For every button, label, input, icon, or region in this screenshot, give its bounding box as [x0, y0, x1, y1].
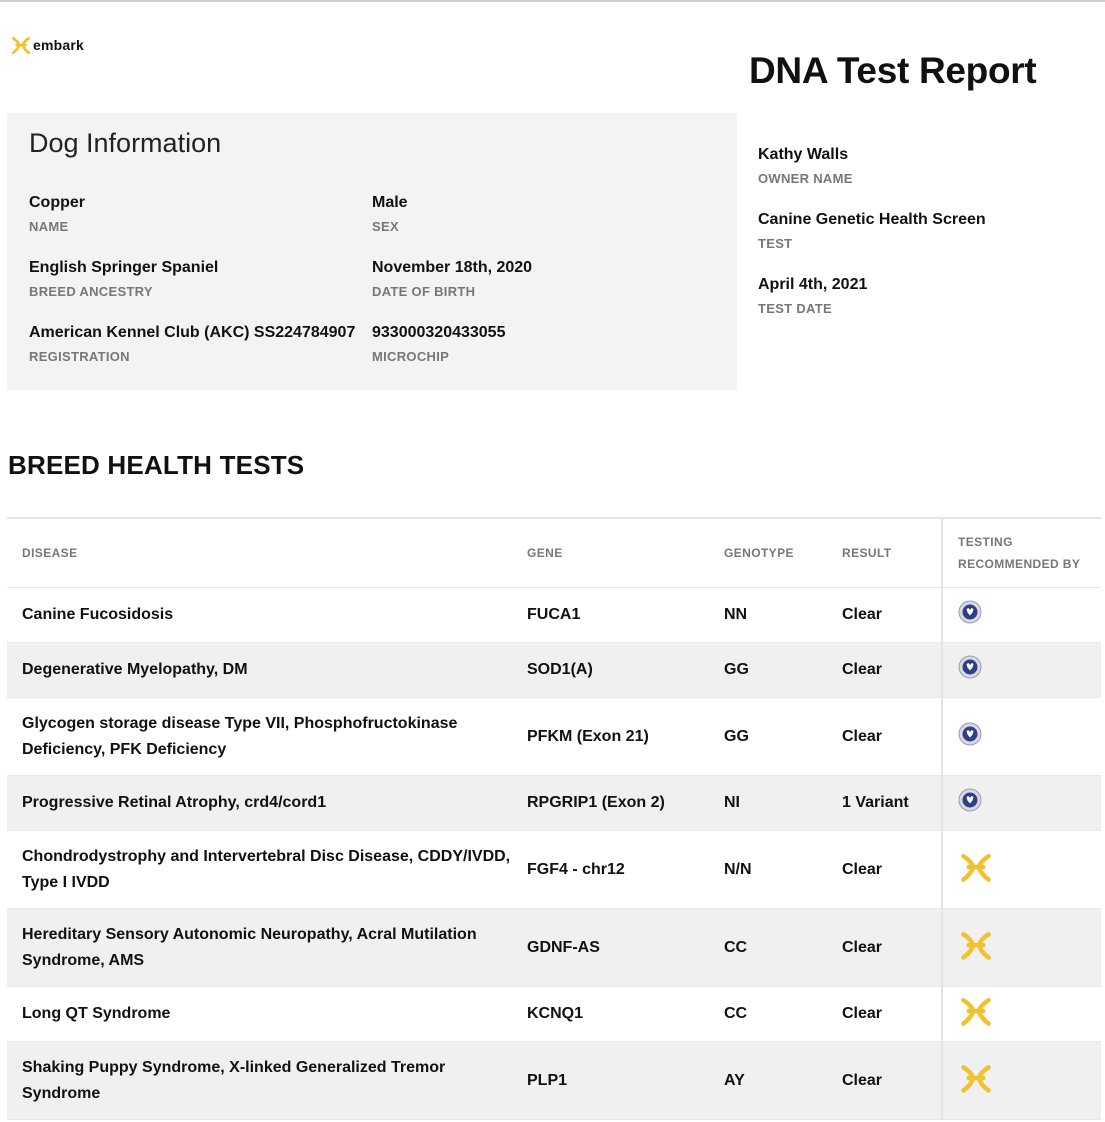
dob-label: DATE OF BIRTH [372, 284, 476, 299]
genotype-cell: NN [709, 588, 827, 643]
recommended-cell [942, 831, 1101, 909]
health-tests-table-container [7, 517, 1101, 1120]
column-header-genotype: GENOTYPE [709, 519, 827, 588]
breed-label: BREED ANCESTRY [29, 284, 153, 299]
test-value: Canine Genetic Health Screen [758, 211, 986, 228]
embark-mark-icon [958, 1060, 994, 1096]
recommended-cell [942, 909, 1101, 987]
embark-mark-icon [958, 849, 994, 885]
column-header-recommended-line1: TESTING [958, 535, 1013, 549]
recommended-cell [942, 643, 1101, 698]
column-header-recommended [942, 519, 1101, 588]
dog-name-field [29, 194, 85, 234]
result-cell: Clear [827, 698, 942, 776]
embark-mark-icon [958, 927, 994, 963]
embark-mark-icon [10, 34, 32, 56]
registration-field [29, 324, 355, 364]
column-header-disease: DISEASE [7, 519, 512, 588]
page-title: DNA Test Report [749, 50, 1037, 91]
health-tests-table [7, 519, 1101, 1120]
recommended-cell [942, 776, 1101, 831]
dob-value: November 18th, 2020 [372, 259, 533, 276]
gene-cell: PFKM (Exon 21) [512, 698, 709, 776]
disease-cell: Degenerative Myelopathy, DM [7, 643, 512, 698]
table-header-row [7, 519, 1101, 588]
breed-value: English Springer Spaniel [29, 259, 219, 276]
top-divider [0, 0, 1105, 2]
gene-cell: KCNQ1 [512, 987, 709, 1042]
ofa-badge-icon [958, 655, 982, 679]
dog-sex-value: Male [372, 194, 408, 211]
result-cell: Clear [827, 909, 942, 987]
disease-cell: Canine Fucosidosis [7, 588, 512, 643]
gene-cell: GDNF-AS [512, 909, 709, 987]
ofa-badge-icon [958, 788, 982, 812]
gene-cell: RPGRIP1 (Exon 2) [512, 776, 709, 831]
test-date-label: TEST DATE [758, 301, 832, 316]
embark-logo [10, 34, 84, 56]
disease-cell: Hereditary Sensory Autonomic Neuropathy, Acral Mutilation Syndrome, AMS [7, 909, 512, 987]
genotype-cell: CC [709, 987, 827, 1042]
table-row [7, 831, 1101, 909]
disease-cell: Long QT Syndrome [7, 987, 512, 1042]
disease-cell: Progressive Retinal Atrophy, crd4/cord1 [7, 776, 512, 831]
owner-value: Kathy Walls [758, 146, 849, 163]
genotype-cell: CC [709, 909, 827, 987]
microchip-field [372, 324, 505, 364]
table-row [7, 909, 1101, 987]
dob-field [372, 259, 532, 299]
column-header-result: RESULT [827, 519, 942, 588]
genotype-cell: GG [709, 643, 827, 698]
test-label: TEST [758, 236, 793, 251]
test-date-value: April 4th, 2021 [758, 276, 868, 293]
table-row [7, 1042, 1101, 1120]
dog-name-label: NAME [29, 219, 69, 234]
microchip-label: MICROCHIP [372, 349, 450, 364]
embark-mark-icon [958, 993, 994, 1029]
microchip-value: 933000320433055 [372, 324, 506, 341]
ofa-badge-icon [958, 600, 982, 624]
table-row [7, 643, 1101, 698]
registration-value: American Kennel Club (AKC) SS224784907 [29, 324, 356, 341]
table-row [7, 987, 1101, 1042]
recommended-cell [942, 698, 1101, 776]
column-header-recommended-line2: RECOMMENDED BY [958, 557, 1081, 571]
disease-cell: Shaking Puppy Syndrome, X-linked Generalized Tremor Syndrome [7, 1042, 512, 1120]
result-cell: Clear [827, 1042, 942, 1120]
gene-cell: FGF4 - chr12 [512, 831, 709, 909]
table-row [7, 776, 1101, 831]
genotype-cell: GG [709, 698, 827, 776]
breed-field [29, 259, 218, 299]
dog-sex-field [372, 194, 408, 234]
gene-cell: PLP1 [512, 1042, 709, 1120]
disease-cell: Chondrodystrophy and Intervertebral Disc Disease, CDDY/IVDD, Type I IVDD [7, 831, 512, 909]
test-date-field [758, 276, 867, 316]
registration-label: REGISTRATION [29, 349, 130, 364]
dog-name-value: Copper [29, 194, 85, 211]
genotype-cell: AY [709, 1042, 827, 1120]
genotype-cell: NI [709, 776, 827, 831]
test-field [758, 211, 986, 251]
table-row [7, 588, 1101, 643]
ofa-badge-icon [958, 722, 982, 746]
column-header-gene: GENE [512, 519, 709, 588]
owner-label: OWNER NAME [758, 171, 853, 186]
gene-cell: FUCA1 [512, 588, 709, 643]
dog-information-title: Dog Information [29, 128, 222, 158]
dog-information-panel [7, 113, 737, 390]
gene-cell: SOD1(A) [512, 643, 709, 698]
recommended-cell [942, 588, 1101, 643]
result-cell: 1 Variant [827, 776, 942, 831]
logo-text: embark [33, 37, 85, 53]
table-row [7, 698, 1101, 776]
genotype-cell: N/N [709, 831, 827, 909]
breed-health-tests-heading: BREED HEALTH TESTS [8, 450, 305, 480]
dog-sex-label: SEX [372, 219, 399, 234]
result-cell: Clear [827, 831, 942, 909]
result-cell: Clear [827, 643, 942, 698]
result-cell: Clear [827, 588, 942, 643]
recommended-cell [942, 987, 1101, 1042]
recommended-cell [942, 1042, 1101, 1120]
owner-field [758, 146, 853, 186]
disease-cell: Glycogen storage disease Type VII, Phosphofructokinase Deficiency, PFK Deficiency [7, 698, 512, 776]
result-cell: Clear [827, 987, 942, 1042]
